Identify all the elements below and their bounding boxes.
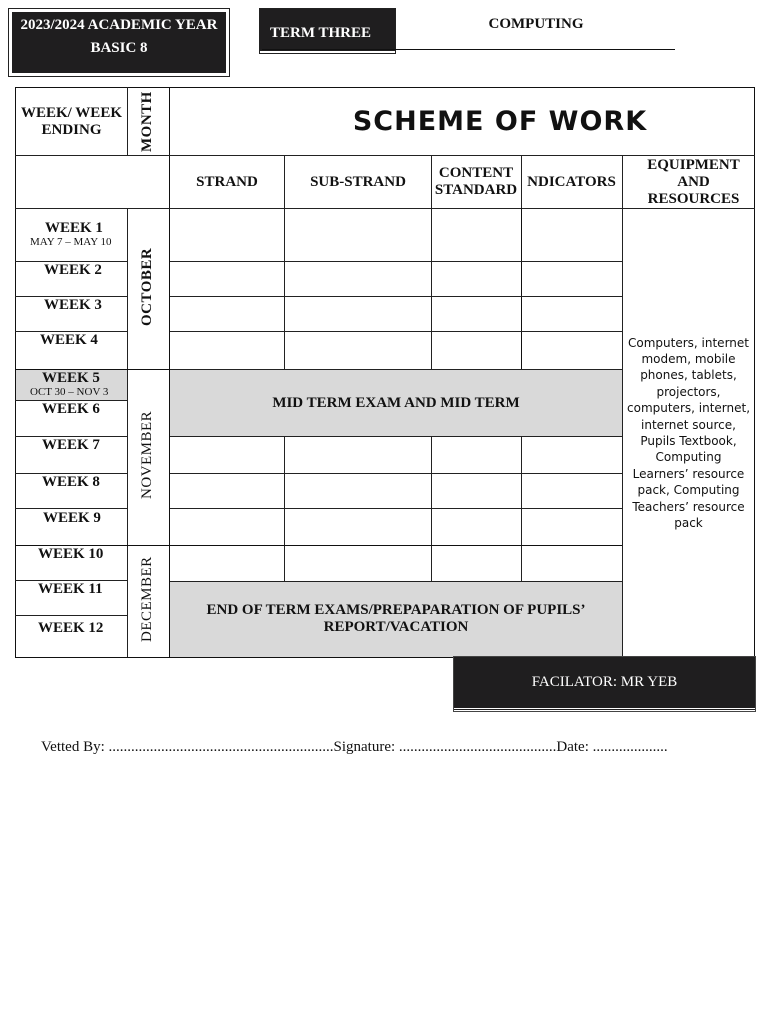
academic-year-label: 2023/2024 ACADEMIC YEAR bbox=[20, 17, 218, 33]
week-4-label: WEEK 4 bbox=[40, 332, 98, 348]
subject-underline bbox=[262, 49, 675, 50]
facilitator-box bbox=[454, 657, 755, 711]
week-7-label: WEEK 7 bbox=[42, 437, 100, 453]
scheme-title: SCHEME OF WORK bbox=[352, 106, 648, 137]
week-1-date: MAY 7 – MAY 10 bbox=[30, 236, 112, 248]
content-standard-header: CONTENT STANDARD bbox=[434, 165, 518, 198]
week-5-label: WEEK 5 bbox=[42, 370, 100, 386]
week-10-label: WEEK 10 bbox=[38, 546, 104, 562]
week-11-label: WEEK 11 bbox=[38, 581, 103, 597]
indicators-header: NDICATORS bbox=[527, 173, 616, 190]
academic-year-box bbox=[8, 8, 230, 77]
week-1-label: WEEK 1 bbox=[45, 220, 103, 236]
week-9-label: WEEK 9 bbox=[43, 510, 101, 526]
equipment-header: EQUIPMENT AND RESOURCES bbox=[647, 156, 740, 207]
facilitator-label: FACILATOR: MR YEB bbox=[531, 674, 678, 690]
end-term-banner: END OF TERM EXAMS/PREPAPARATION OF PUPILS’ REPORT/VACATION bbox=[170, 581, 622, 657]
mid-term-banner: MID TERM EXAM AND MID TERM bbox=[170, 370, 622, 436]
month-november: NOVEMBER bbox=[139, 410, 155, 499]
equipment-resources-text: Computers, internet modem, mobile phones, tablets, projectors, computers, internet, internet source, Pupils Textbook, Computing Learners’ resource pack, Computing Teachers’ resource pack bbox=[627, 335, 751, 531]
week-8-label: WEEK 8 bbox=[42, 474, 100, 490]
month-header: MONTH bbox=[139, 91, 155, 152]
week-6-label: WEEK 6 bbox=[42, 401, 100, 417]
week-5-date: OCT 30 – NOV 3 bbox=[30, 386, 109, 398]
week-ending-header: WEEK/ WEEK ENDING bbox=[20, 104, 122, 138]
month-december: DECEMBER bbox=[139, 556, 155, 642]
vetting-signature-line: Vetted By: ............................................................Signature: ..........................................Date: .................... bbox=[41, 739, 668, 755]
strand-header: STRAND bbox=[196, 173, 258, 190]
term-box bbox=[260, 9, 395, 53]
week-3-label: WEEK 3 bbox=[44, 297, 102, 313]
class-level-label: BASIC 8 bbox=[90, 40, 148, 56]
subject-label: COMPUTING bbox=[488, 16, 584, 32]
week-2-label: WEEK 2 bbox=[44, 262, 102, 278]
month-october: OCTOBER bbox=[139, 247, 155, 326]
sub-strand-header: SUB-STRAND bbox=[310, 173, 406, 190]
week-12-label: WEEK 12 bbox=[38, 620, 104, 636]
term-label: TERM THREE bbox=[270, 25, 371, 41]
